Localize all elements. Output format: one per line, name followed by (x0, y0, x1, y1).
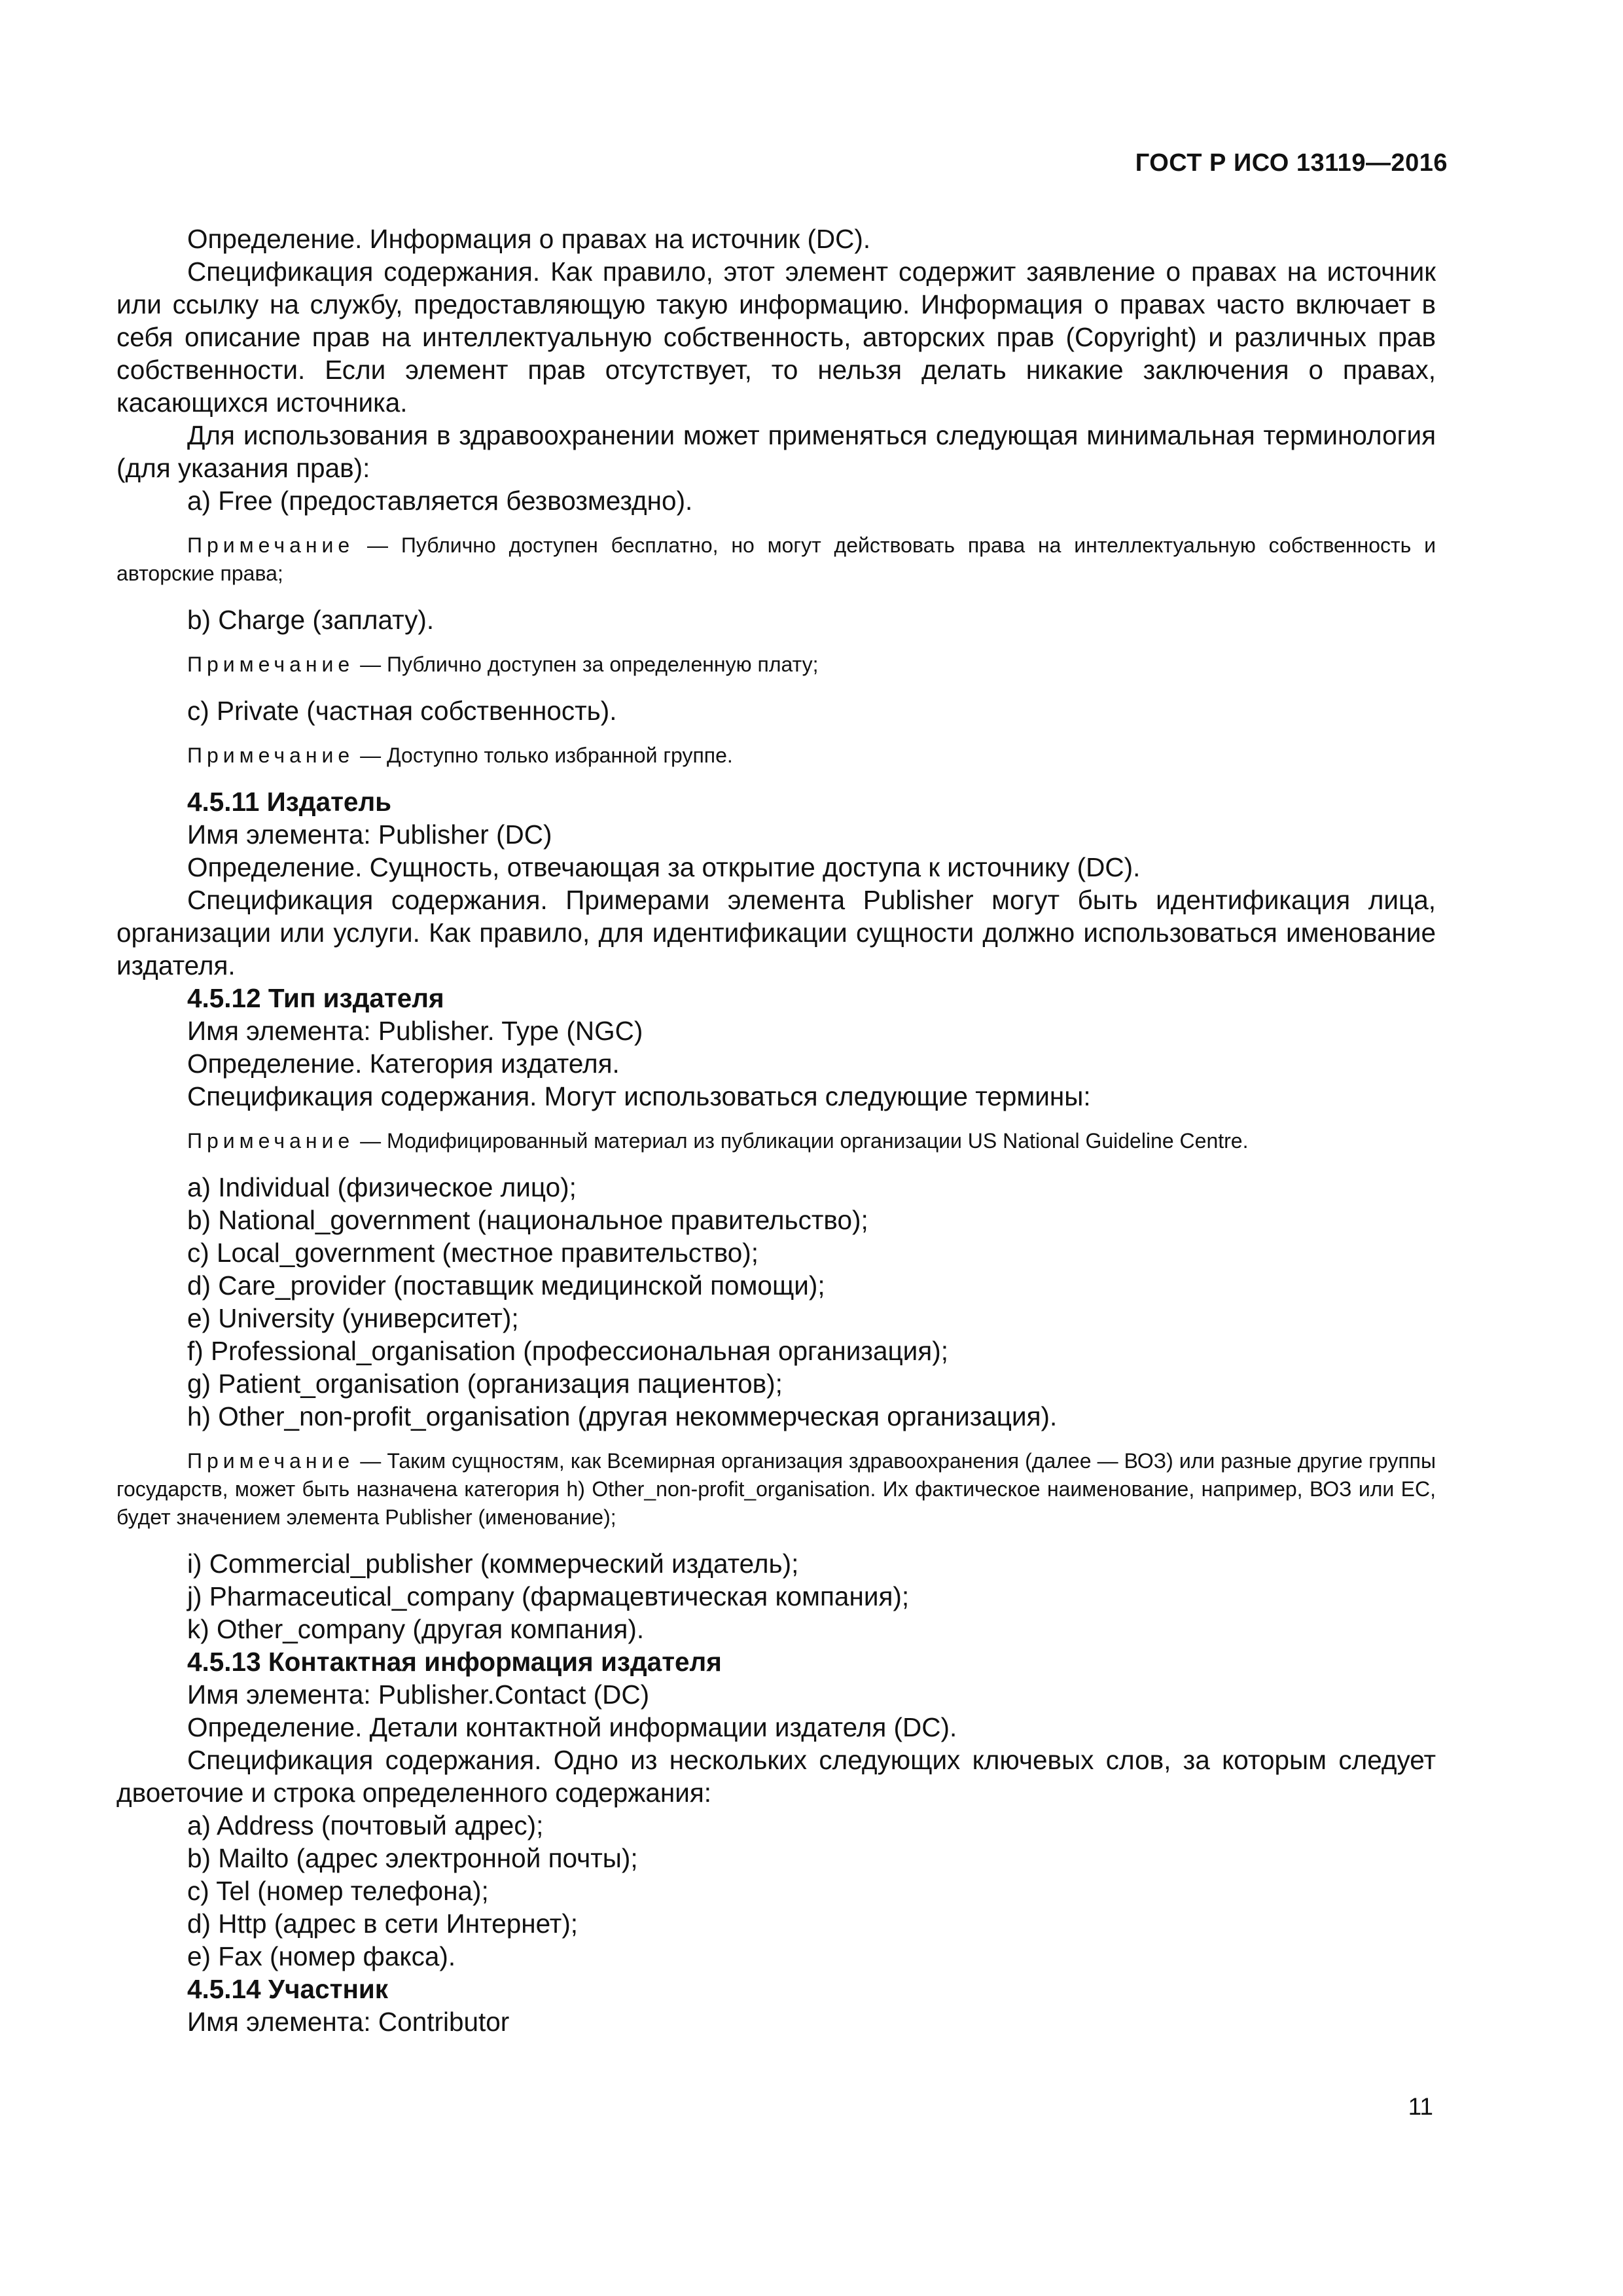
list-item: e) University (университет); (187, 1303, 519, 1333)
note-text: — Публично доступен бесплатно, но могут действовать права на интеллектуальную собственность и авторские права; (116, 533, 1436, 585)
note-label: Примечание (187, 744, 355, 767)
note-label: Примечание (187, 533, 355, 557)
note (116, 531, 1436, 588)
note-text: — Доступно только избранной группе. (354, 744, 733, 767)
paragraph: Спецификация содержания. Могут использоваться следующие термины: (187, 1081, 1091, 1111)
list-item: i) Commercial_publisher (коммерческий издатель); (187, 1549, 799, 1579)
paragraph: Имя элемента: Publisher (DC) (187, 819, 552, 850)
list-item: d) Care_provider (поставщик медицинской помощи); (187, 1270, 825, 1300)
list-item: k) Other_company (другая компания). (187, 1614, 645, 1644)
note (116, 1127, 1436, 1155)
list-item: c) Local_government (местное правительство); (187, 1238, 759, 1268)
list-item: c) Private (частная собственность). (187, 696, 617, 726)
paragraph: Спецификация содержания. Как правило, этот элемент содержит заявление о правах на источник или ссылку на службу, предоставляющую такую информацию. Информация о правах часто включает в себя описание прав на интеллектуальную собственность, авторских прав (Copyright) и различных прав собственности. Если элемент прав отсутствует, то нельзя делать никакие заключения о правах, касающихся источника. (116, 257, 1436, 418)
paragraph: Определение. Категория издателя. (187, 1049, 620, 1079)
list-item: j) Pharmaceutical_company (фармацевтическая компания); (187, 1581, 910, 1611)
paragraph: Имя элемента: Publisher.Contact (DC) (187, 1679, 650, 1710)
section-heading: 4.5.14 Участник (187, 1974, 389, 2004)
list-item: f) Professional_organisation (профессиональная организация); (187, 1336, 948, 1366)
note-label: Примечание (187, 1129, 355, 1153)
list-item: a) Free (предоставляется безвозмездно). (187, 486, 693, 516)
document-header: ГОСТ Р ИСО 13119—2016 (1135, 149, 1448, 177)
section-heading: 4.5.12 Тип издателя (187, 983, 444, 1013)
list-item: a) Address (почтовый адрес); (187, 1810, 544, 1840)
page-number: 11 (1408, 2093, 1433, 2120)
note-text: — Публично доступен за определенную плату; (354, 653, 819, 676)
note (116, 1447, 1436, 1532)
list-item: b) National_government (национальное правительство); (187, 1205, 868, 1235)
note-label: Примечание (187, 653, 355, 676)
list-item: b) Mailto (адрес электронной почты); (187, 1843, 638, 1873)
note (116, 651, 1436, 679)
list-item: a) Individual (физическое лицо); (187, 1172, 577, 1202)
list-item: h) Other_non-profit_organisation (другая некоммерческая организация). (187, 1401, 1058, 1431)
paragraph: Спецификация содержания. Примерами элемента Publisher могут быть идентификация лица, организации или услуги. Как правило, для идентификации сущности должно использоваться именование издателя. (116, 885, 1436, 980)
list-item: c) Tel (номер телефона); (187, 1876, 489, 1906)
list-item: e) Fax (номер факса). (187, 1941, 456, 1971)
page-content (116, 223, 1436, 2038)
note-text: — Таким сущностям, как Всемирная организация здравоохранения (далее — ВОЗ) или разные другие группы государств, может быть назначена категория h) Other_non-profit_organisation. Их фактическое наименование, например, ВОЗ или ЕС, будет значением элемента Publisher (именование); (116, 1449, 1436, 1529)
paragraph: Спецификация содержания. Одно из нескольких следующих ключевых слов, за которым следует двоеточие и строка определенного содержания: (116, 1745, 1436, 1808)
note (116, 742, 1436, 770)
paragraph: Имя элемента: Publisher. Type (NGC) (187, 1016, 643, 1046)
list-item: g) Patient_organisation (организация пациентов); (187, 1369, 783, 1399)
paragraph: Определение. Сущность, отвечающая за открытие доступа к источнику (DC). (187, 852, 1141, 882)
paragraph: Имя элемента: Contributor (187, 2007, 510, 2037)
paragraph: Определение. Детали контактной информации издателя (DC). (187, 1712, 957, 1742)
list-item: b) Charge (заплату). (187, 605, 435, 635)
note-text: — Модифицированный материал из публикации организации US National Guideline Centre. (354, 1129, 1249, 1153)
section-heading: 4.5.13 Контактная информация издателя (187, 1647, 722, 1677)
note-label: Примечание (187, 1449, 355, 1473)
section-heading: 4.5.11 Издатель (187, 787, 392, 817)
paragraph: Определение. Информация о правах на источник (DC). (187, 224, 871, 254)
paragraph: Для использования в здравоохранении может применяться следующая минимальная терминология (для указания прав): (116, 420, 1436, 483)
list-item: d) Http (адрес в сети Интернет); (187, 1909, 579, 1939)
